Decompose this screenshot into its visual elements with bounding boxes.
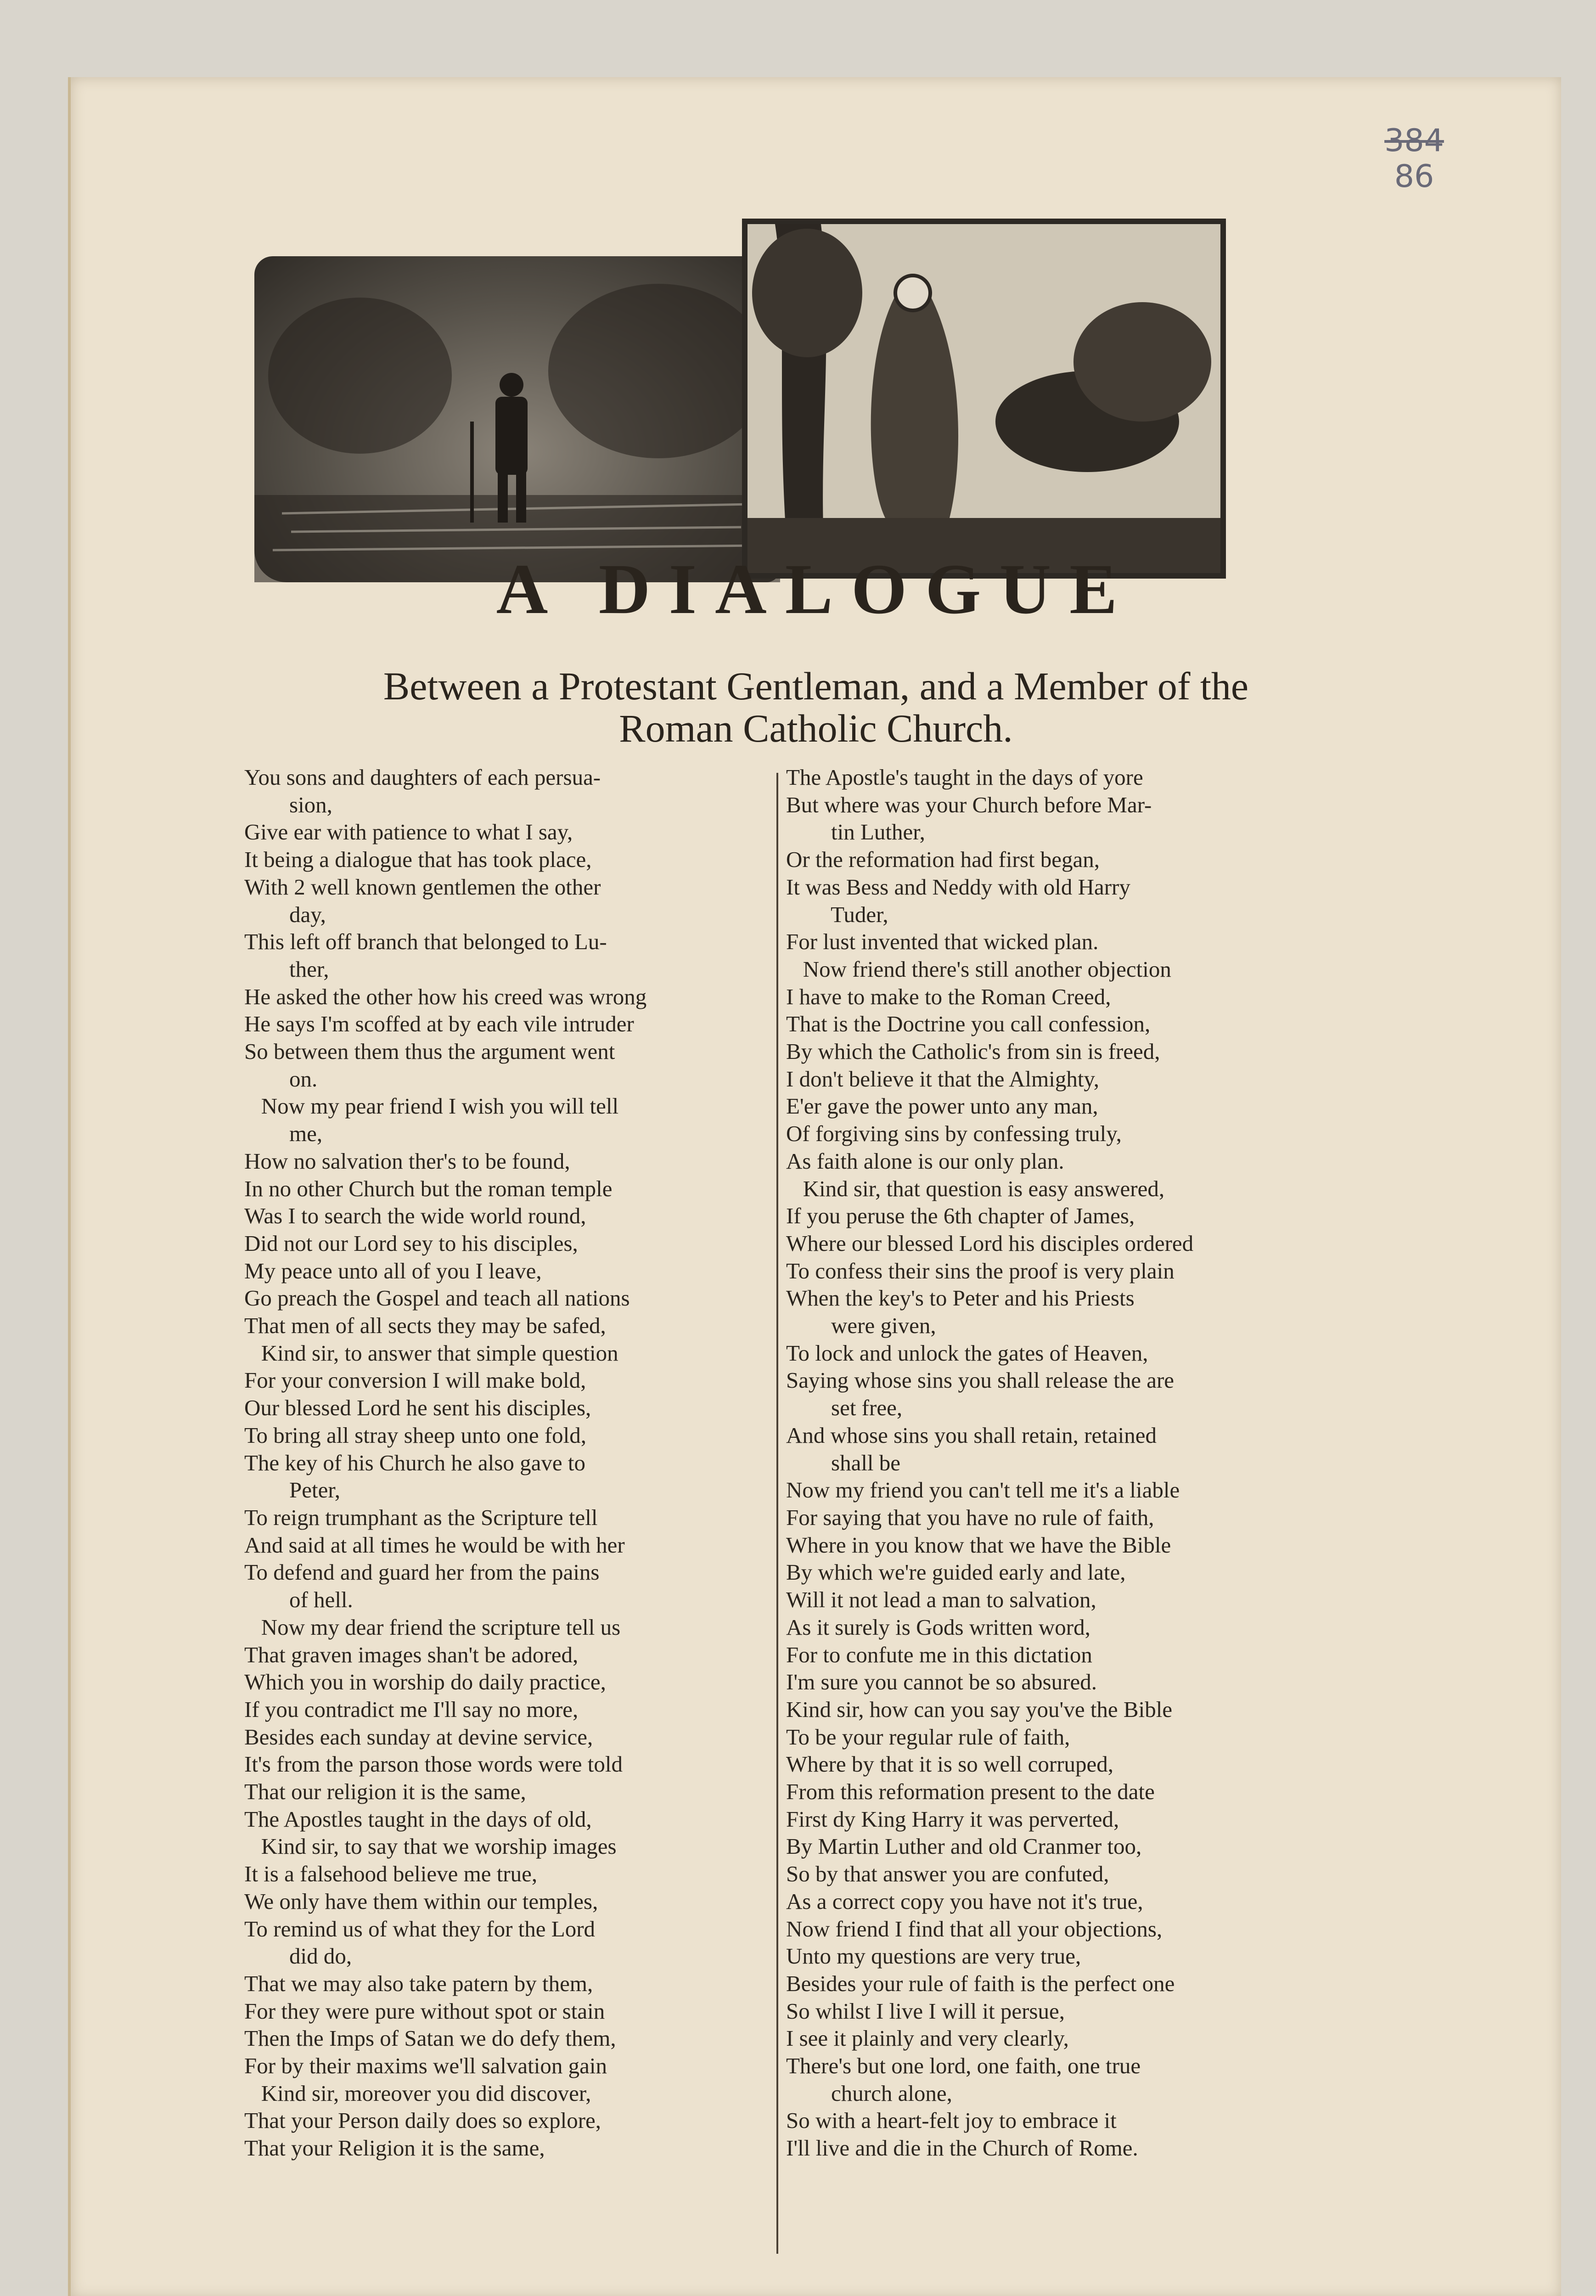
right-column	[786, 764, 1399, 2162]
verse-line: ther,	[244, 956, 329, 982]
verse-line: did do,	[244, 1943, 352, 1969]
left-column	[244, 764, 834, 2162]
verse-line: Kind sir, moreover you did discover,	[244, 2080, 591, 2106]
verse-line: That we may also take patern by them,	[244, 1970, 593, 1996]
verse-line: Now my dear friend the scripture tell us	[244, 1614, 621, 1640]
verse-line: I'll live and die in the Church of Rome.	[786, 2135, 1138, 2161]
woodcut-woman-and-dog-image	[742, 219, 1226, 579]
verse-line: of hell.	[244, 1587, 353, 1613]
verse-line: Or the reformation had first began,	[786, 847, 1100, 872]
verse-line: I'm sure you cannot be so absured.	[786, 1669, 1097, 1695]
woodcut-man-with-cane-image	[254, 256, 780, 582]
verse-line: Which you in worship do daily practice,	[244, 1669, 606, 1695]
verse-line: Besides each sunday at devine service,	[244, 1724, 593, 1750]
verse-line: set free,	[786, 1395, 903, 1421]
verse-line: Where by that it is so well corruped,	[786, 1751, 1114, 1777]
verse-line: The Apostle's taught in the days of yore	[786, 765, 1143, 790]
verse-line: For to confute me in this dictation	[786, 1642, 1092, 1667]
verse-line: church alone,	[786, 2080, 952, 2106]
verse-line: That graven images shan't be adored,	[244, 1642, 579, 1667]
verse-line: Of forgiving sins by confessing truly,	[786, 1121, 1122, 1147]
verse-line: Kind sir, that question is easy answered,	[786, 1176, 1165, 1201]
verse-line: By which the Catholic's from sin is freed,	[786, 1039, 1160, 1064]
verse-line: Saying whose sins you shall release the are	[786, 1367, 1175, 1393]
shelfmark-current: 86	[1394, 158, 1434, 195]
verse-line: E'er gave the power unto any man,	[786, 1093, 1098, 1119]
verse-line: He says I'm scoffed at by each vile intruder	[244, 1011, 634, 1037]
verse-line: And said at all times he would be with her	[244, 1532, 625, 1558]
verse-line: I have to make to the Roman Creed,	[786, 984, 1111, 1009]
verse-line: To remind us of what they for the Lord	[244, 1916, 596, 1941]
verse-line: That is the Doctrine you call confession,	[786, 1011, 1151, 1037]
verse-line: So with a heart-felt joy to embrace it	[786, 2108, 1117, 2133]
verse-line: Then the Imps of Satan we do defy them,	[244, 2026, 616, 2051]
verse-line: That your Person daily does so explore,	[244, 2108, 601, 2133]
verse-line: How no salvation ther's to be found,	[244, 1148, 570, 1174]
verse-line: It was Bess and Neddy with old Harry	[786, 874, 1130, 900]
verse-line: Where our blessed Lord his disciples ordered	[786, 1230, 1194, 1256]
subtitle-line-1: Between a Protestant Gentleman, and a Member of the	[383, 664, 1249, 708]
verse-line: This left off branch that belonged to Lu-	[244, 929, 607, 955]
verse-line: So between them thus the argument went	[244, 1039, 615, 1064]
verse-line: Unto my questions are very true,	[786, 1943, 1081, 1969]
shelfmark-annotation	[1354, 123, 1474, 195]
verse-line: tin Luther,	[786, 819, 925, 845]
verse-line: And whose sins you shall retain, retained	[786, 1422, 1157, 1448]
verse-line: Now friend I find that all your objections,	[786, 1916, 1163, 1941]
verse-line: Now friend there's still another objection	[786, 956, 1171, 982]
verse-line: For by their maxims we'll salvation gain	[244, 2053, 607, 2079]
verse-line: Will it not lead a man to salvation,	[786, 1587, 1096, 1613]
shelfmark-struck: 384	[1384, 123, 1444, 159]
verse-line: It's from the parson those words were told	[244, 1751, 623, 1777]
verse-line: Kind sir, how can you say you've the Bible	[786, 1696, 1173, 1722]
verse-line: So by that answer you are confuted,	[786, 1861, 1109, 1887]
verse-line: We only have them within our temples,	[244, 1888, 598, 1914]
verse-line: day,	[244, 901, 326, 927]
verse-line: The Apostles taught in the days of old,	[244, 1806, 592, 1832]
verse-line: Give ear with patience to what I say,	[244, 819, 573, 845]
woodcut-man-illustration	[254, 256, 780, 582]
verse-line: on.	[244, 1066, 318, 1092]
document-title: A DIALOGUE	[496, 549, 1136, 629]
verse-line: There's but one lord, one faith, one true	[786, 2053, 1141, 2079]
verse-line: For your conversion I will make bold,	[244, 1367, 586, 1393]
woodcut-woman-illustration	[747, 224, 1220, 573]
verse-line: Did not our Lord sey to his disciples,	[244, 1230, 578, 1256]
verse-line: That our religion it is the same,	[244, 1779, 526, 1805]
verse-line: Where in you know that we have the Bible	[786, 1532, 1171, 1558]
verse-line: To reign trumphant as the Scripture tell	[244, 1504, 598, 1530]
verse-line: For lust invented that wicked plan.	[786, 929, 1099, 955]
verse-line: Now my pear friend I wish you will tell	[244, 1093, 619, 1119]
verse-line: For saying that you have no rule of faith,	[786, 1504, 1154, 1530]
verse-line: To bring all stray sheep unto one fold,	[244, 1422, 587, 1448]
verse-line: Go preach the Gospel and teach all nations	[244, 1285, 630, 1311]
verse-line: So whilst I live I will it persue,	[786, 1998, 1065, 2024]
verse-line: That your Religion it is the same,	[244, 2135, 545, 2161]
verse-line: When the key's to Peter and his Priests	[786, 1285, 1135, 1311]
verse-line: To defend and guard her from the pains	[244, 1559, 600, 1585]
verse-line: Besides your rule of faith is the perfect one	[786, 1970, 1175, 1996]
verse-line: As faith alone is our only plan.	[786, 1148, 1064, 1174]
verse-line: By Martin Luther and old Cranmer too,	[786, 1834, 1142, 1859]
verse-line: sion,	[244, 792, 332, 817]
verse-line: By which we're guided early and late,	[786, 1559, 1126, 1585]
verse-line: For they were pure without spot or stain	[244, 1998, 605, 2024]
verse-line: I don't believe it that the Almighty,	[786, 1066, 1100, 1092]
verse-line: To be your regular rule of faith,	[786, 1724, 1070, 1750]
verse-line: If you peruse the 6th chapter of James,	[786, 1203, 1135, 1229]
verse-line: Kind sir, to answer that simple question	[244, 1340, 618, 1366]
verse-line: I see it plainly and very clearly,	[786, 2026, 1069, 2051]
verse-line: It being a dialogue that has took place,	[244, 847, 592, 872]
verse-line: That men of all sects they may be safed,	[244, 1313, 606, 1339]
verse-line: In no other Church but the roman temple	[244, 1176, 613, 1201]
broadside-sheet	[68, 77, 1561, 2296]
verse-line: Kind sir, to say that we worship images	[244, 1834, 617, 1859]
verse-line: Was I to search the wide world round,	[244, 1203, 586, 1229]
verse-line: It is a falsehood believe me true,	[244, 1861, 538, 1887]
verse-line: From this reformation present to the date	[786, 1779, 1155, 1805]
verse-line: shall be	[786, 1450, 901, 1475]
verse-line: Peter,	[244, 1477, 340, 1503]
verse-line: me,	[244, 1121, 323, 1147]
verse-line: The key of his Church he also gave to	[244, 1450, 585, 1475]
verse-line: If you contradict me I'll say no more,	[244, 1696, 579, 1722]
verse-line: My peace unto all of you I leave,	[244, 1258, 542, 1283]
verse-line: Tuder,	[786, 901, 888, 927]
verse-line: Now my friend you can't tell me it's a liable	[786, 1477, 1180, 1503]
verse-line: He asked the other how his creed was wrong	[244, 984, 647, 1009]
verse-line: were given,	[786, 1313, 936, 1339]
verse-line: But where was your Church before Mar-	[786, 792, 1152, 817]
verse-line: With 2 well known gentlemen the other	[244, 874, 601, 900]
verse-line: As it surely is Gods written word,	[786, 1614, 1090, 1640]
verse-line: To lock and unlock the gates of Heaven,	[786, 1340, 1148, 1366]
document-subtitle	[71, 665, 1561, 749]
verse-line: As a correct copy you have not it's true,	[786, 1888, 1143, 1914]
subtitle-line-2: Roman Catholic Church.	[619, 706, 1013, 750]
verse-line: To confess their sins the proof is very plain	[786, 1258, 1175, 1283]
verse-line: Our blessed Lord he sent his disciples,	[244, 1395, 591, 1421]
verse-line: You sons and daughters of each persua-	[244, 765, 601, 790]
verse-line: First dy King Harry it was perverted,	[786, 1806, 1119, 1832]
